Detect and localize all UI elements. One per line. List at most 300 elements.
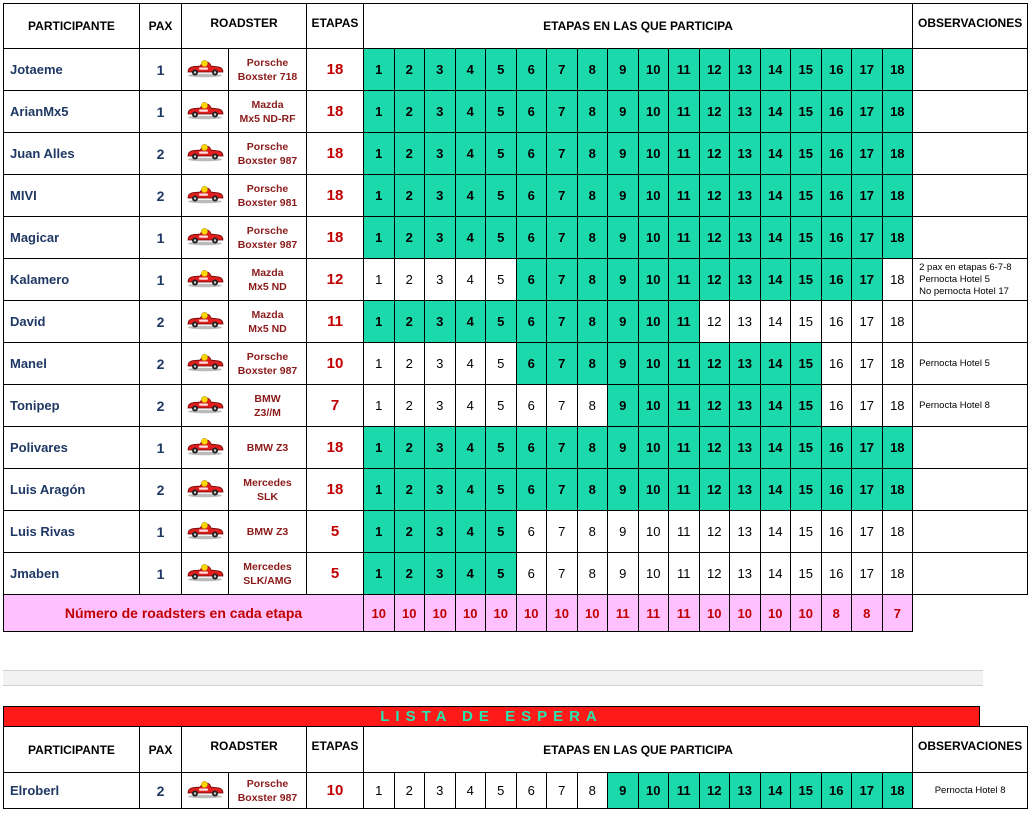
stage-cell	[394, 259, 425, 301]
stage-cell	[882, 343, 913, 385]
stage-number: 16	[829, 230, 844, 245]
etapas-count	[307, 91, 364, 133]
stage-number: 7	[558, 440, 566, 455]
stage-cell-active	[486, 301, 517, 343]
participant-name	[4, 91, 140, 133]
red-roadster-icon	[186, 56, 224, 78]
stage-number: 16	[829, 783, 844, 798]
stage-cell-active	[638, 49, 669, 91]
stage-number: 13	[737, 783, 752, 798]
stage-cell-active	[425, 511, 456, 553]
etapas-count	[307, 301, 364, 343]
stage-total	[638, 595, 669, 632]
stage-cell-active	[425, 133, 456, 175]
etapas-value: 18	[326, 439, 344, 456]
stage-total-value: 10	[768, 605, 783, 621]
car-model	[229, 511, 307, 553]
stage-cell	[760, 301, 791, 343]
etapas-count	[307, 217, 364, 259]
stage-number: 11	[676, 272, 691, 287]
stage-number: 17	[859, 566, 874, 581]
stage-number: 10	[646, 524, 661, 539]
stage-number: 14	[768, 230, 783, 245]
stage-number: 16	[829, 398, 844, 413]
stage-number: 10	[646, 230, 661, 245]
stage-cell-active	[669, 469, 700, 511]
stage-number: 10	[646, 272, 661, 287]
stage-number: 11	[676, 314, 691, 329]
observation-line: Pernocta Hotel 5	[919, 357, 990, 369]
stage-number: 18	[890, 62, 905, 77]
stage-cell-active	[425, 301, 456, 343]
stage-cell	[791, 553, 822, 595]
stage-cell	[455, 259, 486, 301]
red-roadster-icon	[186, 224, 224, 246]
stage-number: 16	[829, 62, 844, 77]
stage-number: 6	[527, 356, 535, 371]
header-pax	[140, 4, 182, 49]
stage-cell-active	[608, 773, 639, 809]
stage-cell-active	[455, 469, 486, 511]
pax-count	[140, 511, 182, 553]
stage-cell-active	[760, 259, 791, 301]
stage-number: 3	[436, 146, 444, 161]
etapas-count	[307, 259, 364, 301]
participant-name	[4, 133, 140, 175]
pax-value: 2	[156, 355, 165, 372]
stage-total-value: 10	[432, 605, 447, 621]
stage-cell-active	[882, 217, 913, 259]
observation-line: 2 pax en etapas 6-7-8	[919, 261, 1012, 273]
stage-cell-active	[364, 49, 395, 91]
stage-cell-active	[760, 773, 791, 809]
pax-count	[140, 49, 182, 91]
stage-cell	[547, 385, 578, 427]
stage-cell-active	[669, 773, 700, 809]
stage-cell	[791, 511, 822, 553]
stage-total	[486, 595, 517, 632]
stage-cell-active	[699, 773, 730, 809]
stage-cell	[852, 343, 883, 385]
pax-value: 1	[156, 565, 165, 582]
stage-cell-active	[394, 553, 425, 595]
stage-cell-active	[486, 427, 517, 469]
stage-cell-active	[608, 427, 639, 469]
car-model	[229, 175, 307, 217]
stage-total-value: 11	[615, 605, 630, 621]
stage-cell	[638, 511, 669, 553]
stage-cell	[882, 385, 913, 427]
stage-number: 16	[829, 188, 844, 203]
stage-cell-active	[425, 175, 456, 217]
stage-cell	[699, 301, 730, 343]
etapas-count	[307, 343, 364, 385]
car-icon-cell	[182, 773, 229, 809]
pax-value: 2	[156, 313, 165, 330]
stage-number: 15	[798, 314, 813, 329]
participant-name-text: Elroberl	[10, 783, 60, 798]
red-roadster-icon	[186, 392, 224, 414]
stage-total-value: 11	[646, 605, 661, 621]
stage-number: 11	[676, 783, 691, 798]
stage-cell-active	[638, 385, 669, 427]
stage-number: 4	[466, 62, 474, 77]
stage-cell-active	[821, 91, 852, 133]
stage-cell-active	[516, 133, 547, 175]
stage-cell-active	[730, 217, 761, 259]
stage-number: 8	[588, 524, 596, 539]
stage-number: 9	[619, 230, 627, 245]
participant-row	[4, 217, 1028, 259]
stage-number: 5	[497, 62, 505, 77]
stage-cell-active	[791, 133, 822, 175]
stage-number: 8	[588, 783, 596, 798]
stage-number: 14	[768, 440, 783, 455]
stage-number: 12	[707, 230, 722, 245]
stage-number: 8	[588, 188, 596, 203]
stage-cell-active	[791, 773, 822, 809]
stage-cell-active	[821, 469, 852, 511]
stage-cell-active	[486, 217, 517, 259]
stage-cell-active	[516, 259, 547, 301]
stage-number: 17	[859, 188, 874, 203]
stage-number: 5	[497, 482, 505, 497]
stage-number: 10	[646, 356, 661, 371]
stage-number: 7	[558, 783, 566, 798]
stage-number: 13	[737, 104, 752, 119]
stage-number: 2	[405, 356, 413, 371]
stage-cell-active	[455, 553, 486, 595]
stage-number: 8	[588, 146, 596, 161]
participant-row	[4, 343, 1028, 385]
stage-cell-active	[394, 49, 425, 91]
stage-total-value: 10	[402, 605, 417, 621]
stage-number: 6	[527, 230, 535, 245]
totals-empty	[913, 595, 1028, 632]
car-model	[229, 91, 307, 133]
stage-number: 2	[405, 62, 413, 77]
stage-number: 3	[436, 482, 444, 497]
stage-number: 15	[798, 272, 813, 287]
stage-cell-active	[638, 469, 669, 511]
car-model-line: Boxster 987	[237, 364, 298, 377]
pax-count	[140, 427, 182, 469]
stage-number: 6	[527, 783, 535, 798]
etapas-value: 5	[330, 565, 340, 582]
stage-cell-active	[760, 49, 791, 91]
stage-number: 18	[890, 230, 905, 245]
stage-number: 8	[588, 272, 596, 287]
stage-number: 3	[436, 188, 444, 203]
stage-number: 1	[375, 314, 383, 329]
stage-number: 4	[466, 356, 474, 371]
stage-number: 17	[859, 314, 874, 329]
stage-cell-active	[608, 91, 639, 133]
stage-cell-active	[669, 343, 700, 385]
stage-number: 18	[890, 524, 905, 539]
stage-cell-active	[394, 217, 425, 259]
stage-number: 7	[558, 146, 566, 161]
stage-cell-active	[638, 301, 669, 343]
stage-number: 17	[859, 356, 874, 371]
observations	[913, 301, 1028, 343]
observations	[913, 343, 1028, 385]
stage-cell-active	[882, 91, 913, 133]
stage-number: 3	[436, 566, 444, 581]
stage-number: 8	[588, 398, 596, 413]
car-icon-cell	[182, 259, 229, 301]
stage-total	[730, 595, 761, 632]
stage-total	[364, 595, 395, 632]
stage-number: 18	[890, 146, 905, 161]
observation-line: No pernocta Hotel 17	[919, 285, 1009, 297]
car-icon-cell	[182, 553, 229, 595]
stage-number: 3	[436, 356, 444, 371]
stage-cell	[821, 511, 852, 553]
stage-number: 5	[497, 272, 505, 287]
pax-value: 1	[156, 523, 165, 540]
observations	[913, 553, 1028, 595]
header-observaciones	[913, 727, 1028, 773]
stage-number: 7	[558, 62, 566, 77]
stage-cell-active	[486, 91, 517, 133]
participant-name	[4, 301, 140, 343]
stage-cell-active	[669, 427, 700, 469]
car-model-line: Mercedes	[243, 476, 292, 489]
stage-number: 17	[859, 104, 874, 119]
stage-cell-active	[608, 175, 639, 217]
stage-cell-active	[730, 427, 761, 469]
red-roadster-icon	[186, 308, 224, 330]
stage-number: 11	[676, 398, 691, 413]
car-icon-cell	[182, 175, 229, 217]
stage-cell-active	[425, 217, 456, 259]
stage-cell-active	[425, 553, 456, 595]
etapas-count	[307, 175, 364, 217]
participant-name-text: David	[10, 314, 46, 329]
stage-number: 12	[707, 314, 722, 329]
stage-number: 12	[707, 482, 722, 497]
stage-cell	[608, 553, 639, 595]
stage-number: 12	[707, 188, 722, 203]
waitlist-title: LISTA DE ESPERA	[3, 706, 980, 727]
etapas-count	[307, 49, 364, 91]
etapas-value: 12	[326, 271, 344, 288]
stage-cell-active	[730, 91, 761, 133]
red-roadster-icon	[186, 182, 224, 204]
stage-number: 4	[466, 188, 474, 203]
stage-number: 11	[677, 524, 691, 539]
stage-number: 5	[497, 783, 505, 798]
stage-number: 15	[798, 230, 813, 245]
stage-total-value: 10	[554, 605, 569, 621]
stage-number: 9	[619, 188, 627, 203]
observations	[913, 511, 1028, 553]
stage-cell-active	[882, 427, 913, 469]
stage-total-value: 10	[585, 605, 600, 621]
stage-cell-active	[577, 49, 608, 91]
stage-number: 6	[527, 482, 535, 497]
stage-number: 13	[737, 566, 752, 581]
stage-number: 9	[619, 524, 627, 539]
stage-number: 4	[466, 783, 474, 798]
stage-number: 6	[527, 440, 535, 455]
pax-count	[140, 259, 182, 301]
participant-row	[4, 553, 1028, 595]
stage-number: 15	[798, 104, 813, 119]
car-model	[229, 385, 307, 427]
car-icon-cell	[182, 343, 229, 385]
stage-cell	[364, 773, 395, 809]
stage-cell-active	[638, 133, 669, 175]
stage-cell	[821, 385, 852, 427]
car-model	[229, 553, 307, 595]
stage-number: 14	[768, 482, 783, 497]
participant-name	[4, 175, 140, 217]
stage-number: 2	[405, 104, 413, 119]
stage-number: 1	[375, 104, 383, 119]
etapas-value: 7	[330, 397, 340, 414]
stage-number: 2	[405, 398, 413, 413]
etapas-value: 10	[326, 355, 344, 372]
stage-number: 2	[405, 188, 413, 203]
stage-cell-active	[821, 773, 852, 809]
car-icon-cell	[182, 133, 229, 175]
stage-cell-active	[516, 343, 547, 385]
stage-number: 11	[676, 356, 691, 371]
stage-cell	[425, 773, 456, 809]
stage-cell	[821, 343, 852, 385]
stage-number: 17	[859, 783, 874, 798]
stage-cell-active	[852, 91, 883, 133]
pax-value: 1	[156, 271, 165, 288]
car-icon-cell	[182, 217, 229, 259]
stage-number: 11	[676, 230, 691, 245]
stage-total-value: 8	[863, 605, 871, 621]
stage-number: 9	[619, 62, 627, 77]
stage-number: 12	[707, 783, 722, 798]
stage-cell	[455, 385, 486, 427]
stage-cell-active	[699, 427, 730, 469]
stage-number: 5	[497, 104, 505, 119]
stage-number: 5	[497, 398, 505, 413]
stage-number: 11	[676, 440, 691, 455]
header-roadster	[182, 727, 307, 773]
stage-number: 10	[646, 62, 661, 77]
participant-name	[4, 259, 140, 301]
stage-number: 12	[707, 272, 722, 287]
stage-cell-active	[699, 343, 730, 385]
stage-cell	[425, 259, 456, 301]
stage-number: 16	[829, 314, 844, 329]
stage-number: 10	[646, 482, 661, 497]
stage-cell-active	[669, 301, 700, 343]
stage-cell	[882, 259, 913, 301]
stage-number: 11	[677, 566, 691, 581]
participant-name-text: MIVI	[10, 188, 37, 203]
stage-number: 14	[768, 398, 783, 413]
stage-cell-active	[394, 469, 425, 511]
stage-number: 7	[558, 314, 566, 329]
header-label: ETAPAS	[311, 739, 359, 753]
stage-number: 18	[890, 104, 905, 119]
car-model-line: Mercedes	[243, 560, 292, 573]
stage-cell-active	[364, 511, 395, 553]
header-label: PAX	[148, 19, 173, 33]
stage-number: 15	[798, 566, 813, 581]
stage-cell	[547, 511, 578, 553]
stage-number: 5	[497, 230, 505, 245]
stage-number: 5	[497, 188, 505, 203]
stage-number: 11	[676, 188, 691, 203]
stage-number: 16	[829, 104, 844, 119]
stage-cell-active	[699, 217, 730, 259]
stage-number: 17	[859, 146, 874, 161]
stage-cell	[730, 301, 761, 343]
stage-cell-active	[547, 301, 578, 343]
participant-name	[4, 427, 140, 469]
stage-number: 12	[707, 524, 722, 539]
car-icon-cell	[182, 301, 229, 343]
stage-cell-active	[364, 469, 395, 511]
stage-cell-active	[516, 91, 547, 133]
stage-number: 17	[859, 440, 874, 455]
stage-cell-active	[608, 385, 639, 427]
participant-name	[4, 553, 140, 595]
observations	[913, 385, 1028, 427]
participant-name	[4, 511, 140, 553]
stage-cell-active	[821, 427, 852, 469]
header-etapas	[307, 727, 364, 773]
stage-cell-active	[669, 91, 700, 133]
stage-number: 14	[768, 146, 783, 161]
stage-number: 16	[829, 524, 844, 539]
pax-value: 1	[156, 103, 165, 120]
participants-table	[3, 3, 1028, 632]
stage-total	[791, 595, 822, 632]
stage-cell-active	[577, 469, 608, 511]
stage-cell	[669, 511, 700, 553]
stage-cell-active	[577, 427, 608, 469]
car-model	[229, 301, 307, 343]
car-icon-cell	[182, 91, 229, 133]
stage-cell	[821, 301, 852, 343]
stage-cell-active	[821, 259, 852, 301]
stage-cell	[516, 385, 547, 427]
car-model	[229, 773, 307, 809]
stage-cell	[882, 553, 913, 595]
stage-cell	[638, 553, 669, 595]
stage-total	[760, 595, 791, 632]
stage-number: 10	[646, 188, 661, 203]
stage-cell-active	[547, 133, 578, 175]
participant-row	[4, 259, 1028, 301]
stage-cell-active	[882, 49, 913, 91]
stage-total	[455, 595, 486, 632]
stage-cell-active	[791, 385, 822, 427]
stage-number: 4	[466, 104, 474, 119]
stage-number: 6	[527, 104, 535, 119]
car-model-line: Mazda	[251, 308, 284, 321]
stage-cell	[760, 553, 791, 595]
stage-cell	[699, 553, 730, 595]
stage-cell	[730, 553, 761, 595]
stage-total	[882, 595, 913, 632]
car-model-line: Boxster 987	[237, 154, 298, 167]
stage-cell-active	[791, 49, 822, 91]
stage-cell-active	[882, 773, 913, 809]
header-etapas	[307, 4, 364, 49]
